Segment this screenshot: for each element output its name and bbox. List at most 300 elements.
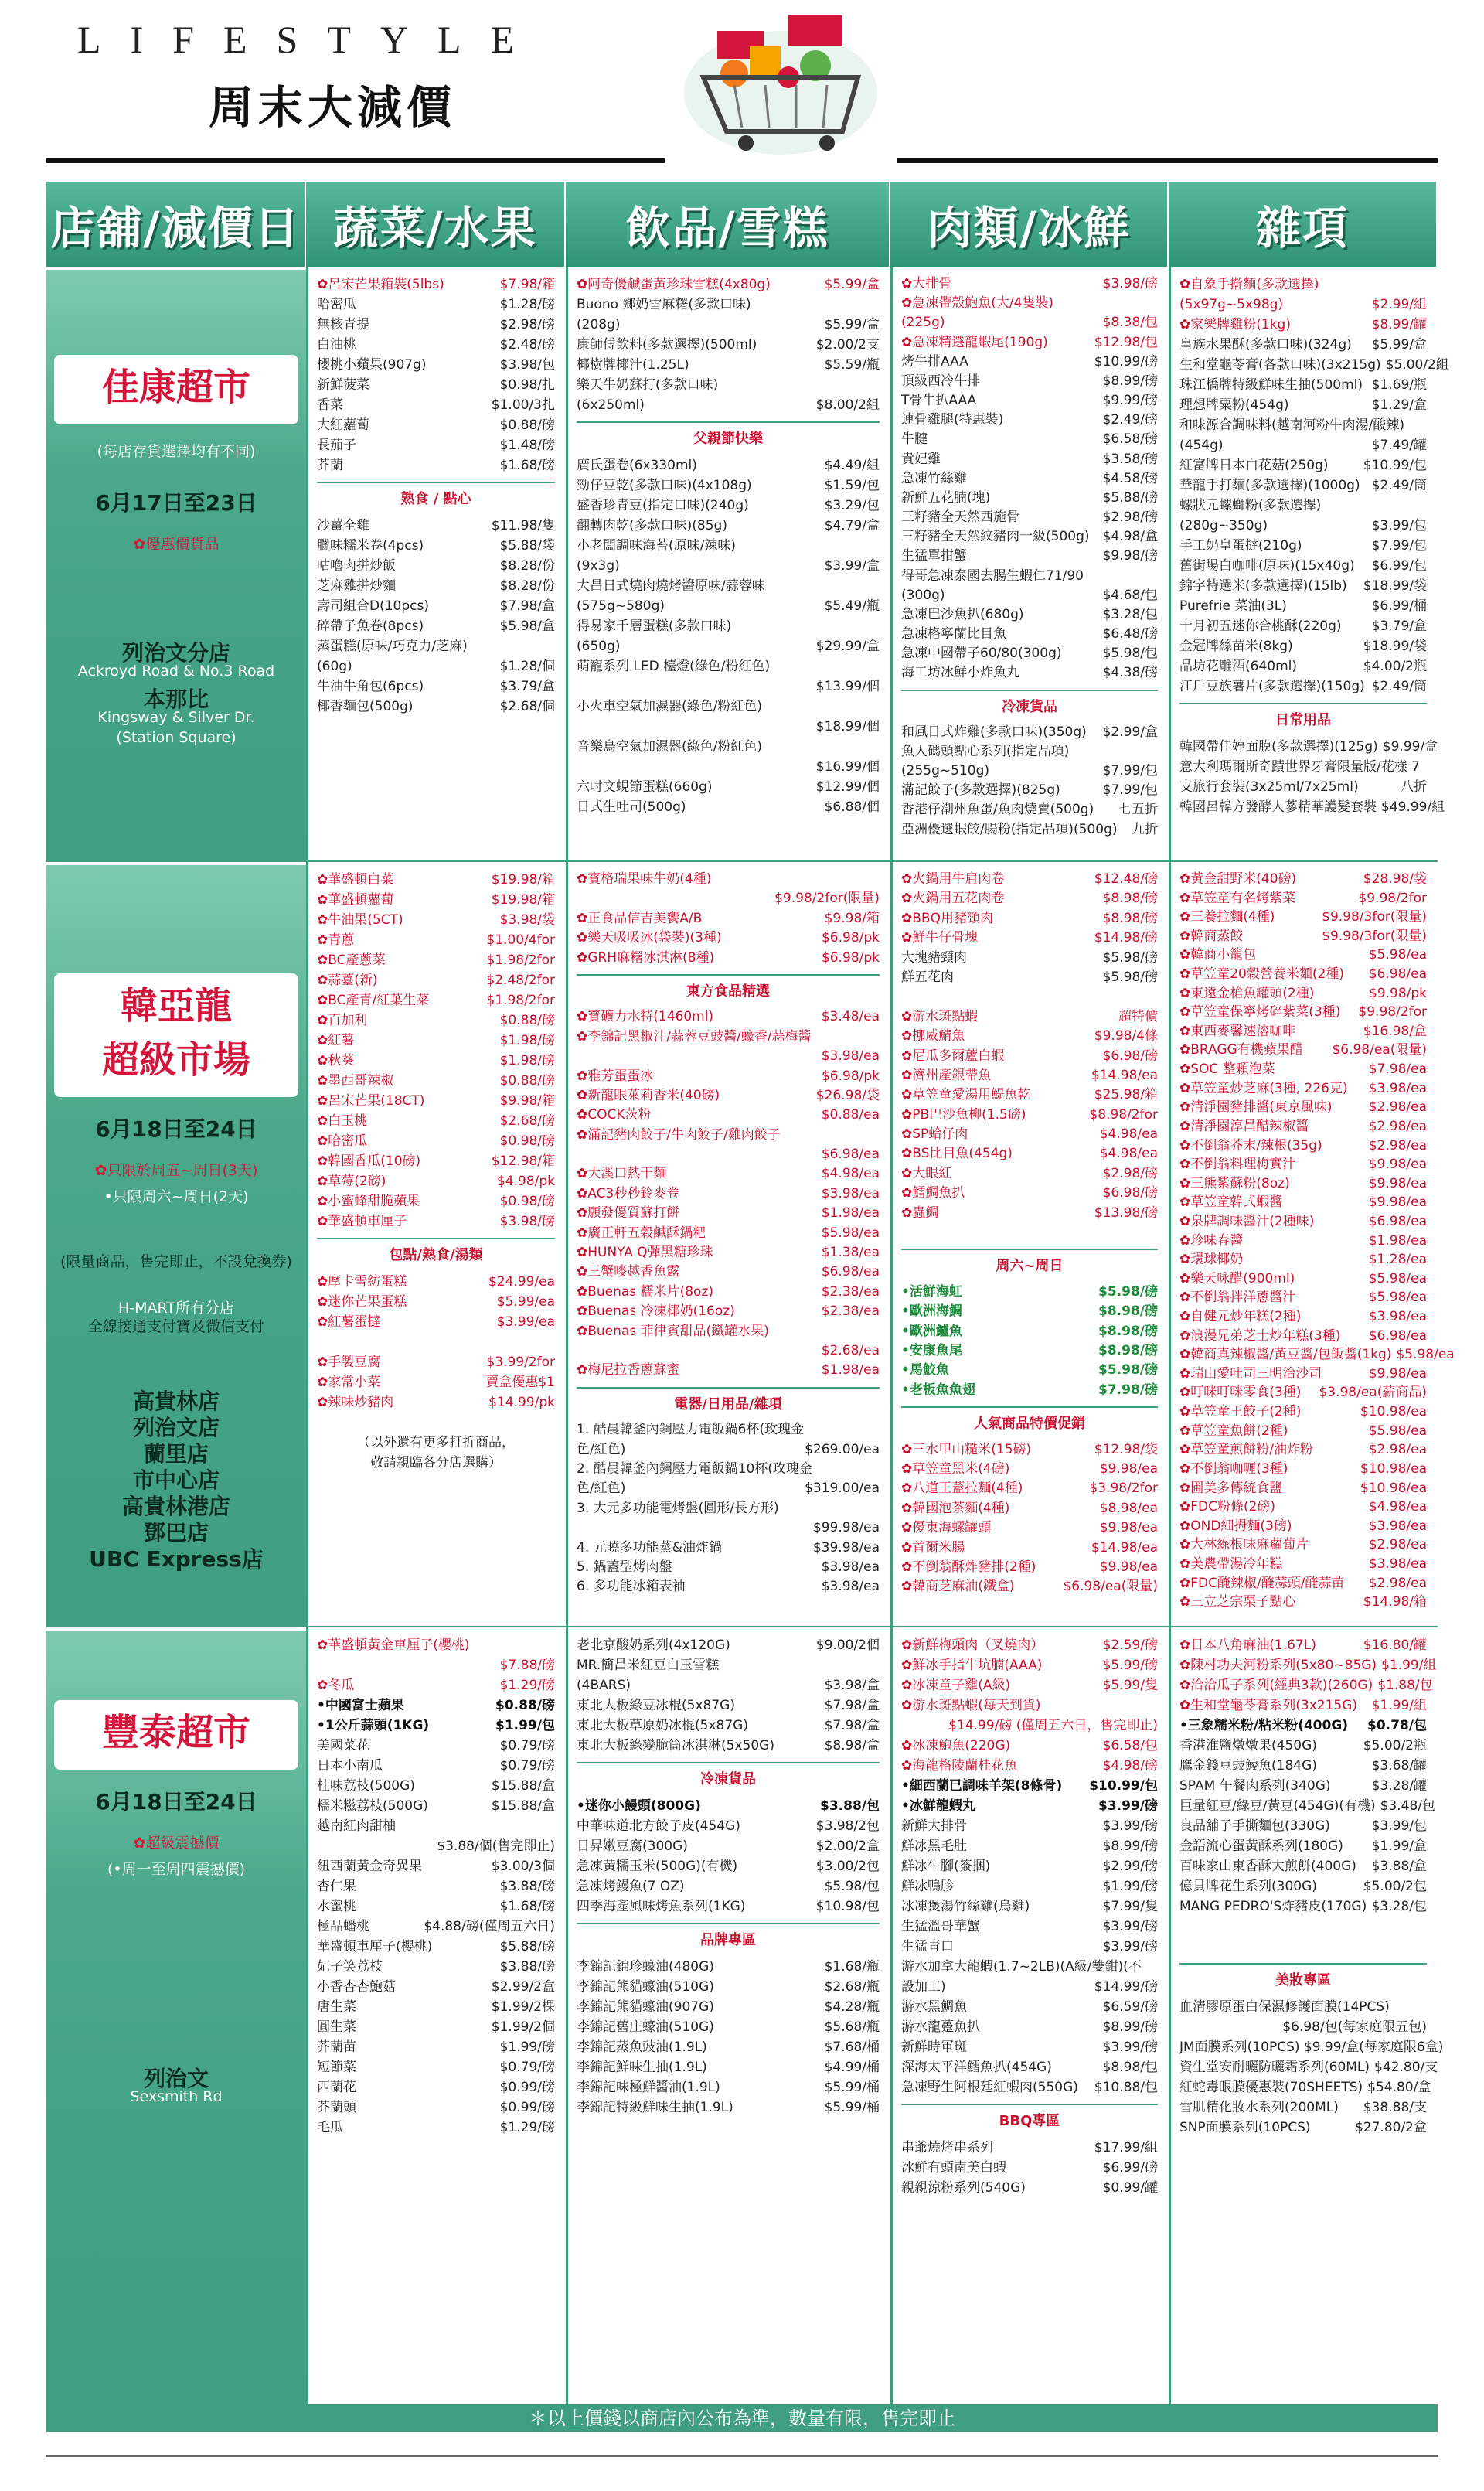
list-item <box>1179 797 1445 817</box>
item-price: $3.98/ea <box>1368 1556 1427 1572</box>
item-name: ✿瑞山愛吐司三明治沙司 <box>1179 1365 1322 1382</box>
item-name: ✿三熊紫蘇粉(8oz) <box>1179 1175 1290 1191</box>
list-item <box>317 990 555 1010</box>
item-price: $1.99/盒 <box>1371 1838 1427 1854</box>
item-price: $6.98/pk <box>821 930 880 946</box>
item-name: 美國菜花 <box>317 1738 369 1753</box>
item-price: $5.99/盒 <box>1371 337 1427 353</box>
item-name: ✿草笠童韓式蝦醬 <box>1179 1194 1283 1211</box>
item-price: $3.58/磅 <box>1102 451 1158 467</box>
list-item <box>1179 2118 1427 2138</box>
item-price: $2.48/2for <box>486 973 555 988</box>
item-price: $1.68/瓶 <box>824 1959 880 1975</box>
list-item <box>1179 2037 1444 2057</box>
item-price: $8.98/磅 <box>1098 1342 1158 1358</box>
item-name: ✿清淨園淳昌醋辣椒醬 <box>1179 1118 1309 1134</box>
item-name: 連骨雞腿(特惠裝) <box>901 412 1004 428</box>
section-heading: 冷凍貨品 <box>901 690 1158 717</box>
list-item <box>317 375 555 395</box>
section-heading: 包點/熟食/湯類 <box>317 1238 555 1266</box>
item-name: ✿大林綠根味麻蘿蔔片 <box>1179 1537 1309 1553</box>
item-price: $38.88/支 <box>1363 2100 1427 2115</box>
list-item <box>901 1896 1158 1917</box>
item-price: $3.99/包 <box>1371 1818 1427 1834</box>
list-item <box>901 527 1158 547</box>
item-price: $5.98/盒 <box>499 618 555 634</box>
item-price: $2.98/ea <box>1368 1537 1427 1553</box>
branch-name: 市中心店 <box>132 1467 220 1493</box>
item-name: ✿洽洽瓜子系列(經典3款)(260G) <box>1179 1678 1373 1693</box>
item-name: (208g) <box>577 317 621 332</box>
item-name: 蒸蛋糕(原味/巧克力/芝麻) <box>317 639 468 654</box>
item-price: $7.99/包 <box>1371 538 1427 554</box>
item-name: 意大利瑪爾斯奇蹟世界牙膏限量版/花樣 7 <box>1179 759 1420 775</box>
list-item <box>1179 1440 1427 1460</box>
item-name: ✿草笠童愛湯用鯷魚乾 <box>901 1087 1031 1103</box>
item-price: $4.99/桶 <box>824 2060 880 2075</box>
item-price: $8.28/份 <box>499 578 555 594</box>
item-price: $8.99/磅 <box>1102 1838 1158 1854</box>
item-name: 極品蟠桃 <box>317 1919 369 1934</box>
list-item <box>1179 1460 1427 1479</box>
item-price: $6.88/個 <box>824 799 880 815</box>
list-item <box>317 1091 555 1111</box>
list-item <box>577 1204 880 1223</box>
list-item <box>1179 1022 1427 1041</box>
list-item <box>317 1211 555 1232</box>
item-price: $4.98/pk <box>496 1174 555 1189</box>
list-item <box>1179 1498 1427 1517</box>
item-name: 韓國呂韓方發酵人蔘精華護髮套裝 <box>1179 799 1377 815</box>
list-item <box>901 1577 1158 1596</box>
branch-name: Kingsway & Silver Dr. <box>97 709 255 726</box>
item-name: 碎帶子魚卷(8pcs) <box>317 618 424 634</box>
item-name: ✿迷你芒果蛋糕 <box>317 1294 407 1310</box>
list-item <box>317 556 555 576</box>
item-name: 六吋文蜆節蛋糕(660g) <box>577 779 713 795</box>
list-item <box>1179 1041 1427 1060</box>
list-item <box>1179 375 1427 395</box>
list-item <box>317 1412 555 1433</box>
list-item <box>1179 1776 1427 1796</box>
page-title: 周末大減價 <box>209 81 457 134</box>
list-item <box>577 1086 880 1106</box>
item-name: 串爺燒烤串系列 <box>901 2140 993 2155</box>
item-price: $9.98/ea <box>1368 1157 1427 1173</box>
item-price: $8.00/2組 <box>815 397 880 413</box>
store-name: 豐泰超市 <box>101 1711 250 1754</box>
item-name: ✿FDC粉條(2磅) <box>1179 1499 1276 1515</box>
item-price: $10.98/ea <box>1360 1460 1427 1477</box>
item-name: ✿生和堂龜苓膏系列(3x215G) <box>1179 1698 1358 1713</box>
list-item <box>1179 1174 1427 1194</box>
item-name: 得易家千層蛋糕(多款口味) <box>577 618 732 634</box>
item-price: $7.98/盒 <box>499 598 555 614</box>
list-item <box>577 1047 880 1066</box>
item-price: $2.49/磅 <box>1102 412 1158 428</box>
list-item <box>577 757 880 777</box>
list-item <box>577 274 880 295</box>
item-name: ✿鮮牛仔骨塊 <box>901 930 979 946</box>
list-item <box>317 1151 555 1171</box>
item-price: $4.88/磅(僅周五六日) <box>424 1919 555 1934</box>
item-price: $3.98/磅 <box>1102 276 1158 291</box>
item-price: $1.68/磅 <box>499 458 555 473</box>
item-name: •細西蘭已調味羊架(8條骨) <box>901 1778 1063 1794</box>
item-name: 翻轉肉乾(多款口味)(85g) <box>577 518 727 533</box>
item-price: $4.98/ea <box>821 1166 880 1182</box>
list-item <box>901 1460 1158 1479</box>
item-name: ✿珍味春醬 <box>1179 1232 1244 1249</box>
list-item <box>1179 1060 1427 1079</box>
item-name: 四季海產風味烤魚系列(1KG) <box>577 1899 746 1914</box>
item-price: $1.99/組 <box>1381 1658 1437 1673</box>
item-price: $4.98/ea <box>1099 1126 1158 1143</box>
item-name: T骨牛扒AAA <box>901 393 977 409</box>
price-list-drink <box>577 1635 880 2397</box>
item-price: $9.99/磅 <box>1102 393 1158 409</box>
list-item <box>317 1051 555 1071</box>
header-meat <box>890 182 1169 267</box>
list-item <box>577 1302 880 1321</box>
item-price: $3.88/磅 <box>499 1879 555 1894</box>
item-name: 冰鮮有頭南美白蝦 <box>901 2160 1006 2176</box>
list-item <box>317 1997 555 2017</box>
item-price: $6.98/包(每家庭限五包) <box>1282 2019 1427 2035</box>
item-name: 香港仔潮州魚蛋/魚肉燒賣(500g) <box>901 802 1094 818</box>
item-name: 3. 大元多功能電烤盤(圓形/長方形) <box>577 1500 779 1516</box>
item-price: $9.00/2個 <box>815 1637 880 1653</box>
item-name: ✿廣正軒五穀鹹酥鍋粑 <box>577 1225 706 1241</box>
list-item <box>1179 2017 1427 2037</box>
item-price: $9.99/盒 <box>1382 739 1438 755</box>
item-name: 2. 酷晨韓釜內鋼壓力電飯鍋10杯(玫瑰金 <box>577 1460 812 1477</box>
item-name: ✿小蜜蜂甜脆蘋果 <box>317 1194 420 1209</box>
list-item <box>577 455 880 475</box>
list-item <box>577 1145 880 1164</box>
item-price: $8.98/磅 <box>1098 1323 1158 1339</box>
item-name: ✿陳村功夫河粉系列(5x80~85G) <box>1179 1658 1377 1673</box>
item-name: ✿秋葵 <box>317 1053 355 1068</box>
item-name: ✿草笠童炒芝麻(3種, 226克) <box>1179 1080 1348 1096</box>
item-price: $3.98/包 <box>499 357 555 373</box>
item-name: (454g) <box>1179 438 1224 453</box>
item-price: $1.99/包 <box>495 1718 555 1733</box>
list-item <box>1179 1479 1427 1498</box>
item-name: 椰樹牌椰汁(1.25L) <box>577 357 689 373</box>
list-item <box>901 1085 1158 1105</box>
list-item <box>1179 1756 1427 1776</box>
item-name: ✿三養拉麵(4種) <box>1179 909 1275 925</box>
list-item <box>901 372 1158 391</box>
list-item <box>577 949 880 968</box>
price-board <box>46 182 1455 2455</box>
item-name: ✿東西麥馨速溶咖啡 <box>1179 1023 1296 1039</box>
item-name: 臘味糯米卷(4pcs) <box>317 538 424 554</box>
list-item <box>1179 1383 1427 1402</box>
item-price: $3.99/盒 <box>824 558 880 574</box>
item-price: $8.98/包 <box>1102 2060 1158 2075</box>
list-item <box>577 1027 880 1047</box>
item-name: ✿三水甲山糙米(15磅) <box>901 1441 1032 1457</box>
item-price: $15.88/盒 <box>491 1778 555 1794</box>
item-name: ✿草笠童保寧烤碎紫菜(3種) <box>1179 1004 1341 1021</box>
list-item <box>901 1736 1158 1756</box>
item-name: ✿李錦記黑椒汁/蒜蓉豆豉醬/蠔香/蒜梅醬 <box>577 1028 812 1044</box>
list-item <box>1179 355 1449 375</box>
item-price: $5.99/隻 <box>1102 1678 1158 1693</box>
item-name: 圓生菜 <box>317 2019 356 2035</box>
list-item <box>317 335 555 355</box>
item-name: ✿新龍眼萊莉香米(40磅) <box>577 1087 720 1103</box>
item-name: ✿Buenas 菲律賓甜品(鐵罐水果) <box>577 1323 769 1339</box>
item-price: $16.99/個 <box>815 759 880 775</box>
item-price: $6.98/pk <box>821 949 880 966</box>
item-price: $5.99/盒 <box>824 277 880 292</box>
list-item <box>577 2037 880 2057</box>
item-price: $9.98/4條 <box>1094 1028 1158 1044</box>
item-name: 小香杏杏鮑菇 <box>317 1979 396 1995</box>
list-item <box>317 1332 555 1352</box>
item-price: $9.98/箱 <box>499 1093 555 1109</box>
list-item <box>901 1977 1158 1997</box>
branch-name: Sexsmith Rd <box>130 2088 223 2105</box>
item-name: 三籽豬全天然西施骨 <box>901 509 1019 526</box>
item-name: ✿草笠童王餃子(2種) <box>1179 1404 1302 1420</box>
item-price: $14.98/ea <box>1091 1067 1158 1083</box>
item-name: 生猛溫哥華蟹 <box>901 1919 980 1934</box>
item-price: $9.98/ea <box>1099 1460 1158 1477</box>
item-name: 皇族水果酥(多款口味)(324g) <box>1179 337 1352 353</box>
item-price: $5.68/瓶 <box>824 2019 880 2035</box>
item-name: 巨量紅豆/綠豆/黃豆(454G)(有機) <box>1179 1798 1376 1814</box>
item-price: $6.98/ea <box>1368 966 1427 983</box>
list-item <box>1179 1856 1427 1876</box>
item-name: 鷹金錢豆豉鯪魚(184G) <box>1179 1758 1317 1774</box>
item-price: $3.98/ea <box>821 1048 880 1065</box>
item-name: ✿家常小菜 <box>317 1375 381 1390</box>
list-item <box>901 274 1158 294</box>
item-price: $3.98/ea <box>821 1185 880 1201</box>
list-item <box>1179 1917 1427 1937</box>
list-item <box>577 1283 880 1302</box>
item-name: 李錦記蒸魚豉油(1.9L) <box>577 2039 707 2055</box>
item-price: $6.98/ea(限量) <box>1332 1042 1427 1058</box>
item-price: $2.49/筒 <box>1371 478 1427 493</box>
item-name: ✿鱈鯛魚扒 <box>901 1185 965 1201</box>
price-list-meat <box>901 870 1158 1620</box>
item-name: 白油桃 <box>317 337 356 353</box>
item-price: $9.98/2for <box>1358 890 1427 906</box>
list-item <box>1179 576 1427 596</box>
item-name: 華盛頓車厘子(櫻桃) <box>317 1939 433 1954</box>
item-name: ✿美農帶湯冷年糕 <box>1179 1556 1283 1572</box>
item-name: 紐西蘭黃金奇異果 <box>317 1859 422 1874</box>
item-name: SNP面膜系列(10PCS) <box>1179 2120 1311 2135</box>
header-vegetables <box>306 182 566 267</box>
list-item <box>901 1184 1158 1203</box>
item-name: ✿黃金甜野米(40磅) <box>1179 871 1297 887</box>
store-panel <box>46 862 306 1627</box>
list-item <box>317 1695 555 1716</box>
list-item <box>577 1499 880 1518</box>
list-item <box>577 2077 880 2097</box>
branch-name: UBC Express店 <box>89 1546 264 1572</box>
item-price: $3.98/2for <box>1089 1481 1158 1497</box>
list-item <box>901 1558 1158 1577</box>
section-heading: BBQ專區 <box>901 2104 1158 2131</box>
item-price: 八折 <box>1401 779 1427 795</box>
item-name: (6x250ml) <box>577 397 645 413</box>
list-item <box>577 1243 880 1263</box>
item-name: ✿白玉桃 <box>317 1113 368 1129</box>
item-price: $1.29/磅 <box>499 2120 555 2135</box>
list-item <box>577 1518 880 1538</box>
item-name: 大昌日式燒肉燒烤醬原味/蒜蓉味 <box>577 578 765 594</box>
item-name: Purefrie 菜油(3L) <box>1179 598 1287 614</box>
list-item <box>577 1558 880 1577</box>
item-price: $8.38/包 <box>1102 315 1158 331</box>
item-price: $5.59/瓶 <box>824 357 880 373</box>
item-price: 超特價 <box>1118 1008 1158 1024</box>
list-item <box>1179 946 1427 965</box>
list-item <box>317 274 555 295</box>
list-item <box>1179 1117 1427 1136</box>
list-item <box>317 2077 555 2097</box>
promo-dates: 6月18日至24日 <box>95 1116 257 1142</box>
item-name: ✿挪威鯖魚 <box>901 1028 965 1044</box>
list-item <box>317 636 555 656</box>
promo-badge-secondary: •只限周六~周日(2天) <box>104 1188 249 1205</box>
item-name: ✿日本八角麻油(1.67L) <box>1179 1637 1316 1653</box>
item-name: ✿東遠金槍魚罐頭(2種) <box>1179 985 1315 1001</box>
section-heading: 父親節快樂 <box>577 421 880 449</box>
item-price: $1.99/磅 <box>1102 1879 1158 1894</box>
item-price: $2.99/盒 <box>1102 724 1158 740</box>
item-name: ✿鮮冰手指牛坑腩(AAA) <box>901 1658 1043 1673</box>
item-price: $4.79/盒 <box>824 518 880 533</box>
item-name: 螺狀元螺螄粉(多款選擇) <box>1179 498 1322 513</box>
list-item <box>317 1836 555 1856</box>
item-price: $2.49/筒 <box>1371 679 1427 694</box>
item-name: •1公斤蒜頭(1KG) <box>317 1718 430 1733</box>
item-name: ✿梅尼拉香蔥蘇蜜 <box>577 1362 680 1378</box>
list-item <box>901 450 1158 469</box>
list-item <box>317 697 555 717</box>
list-item <box>1179 475 1427 496</box>
list-item <box>901 1322 1158 1341</box>
item-name: ✿優東海螺罐頭 <box>901 1520 992 1536</box>
list-item <box>901 294 1158 313</box>
list-item <box>901 333 1158 353</box>
item-price: $6.98/pk <box>821 1068 880 1084</box>
item-price: $9.98/箱 <box>824 910 880 926</box>
item-price: $3.28/包 <box>1371 1899 1427 1914</box>
item-name: 魚人碼頭點心系列(指定品項) <box>901 743 1070 759</box>
item-name: MANG PEDRO'S炸豬皮(170G) <box>1179 1899 1367 1914</box>
list-item <box>577 355 880 375</box>
item-name: ✿三立芝宗栗子點心 <box>1179 1594 1296 1610</box>
section-heading: 周六~周日 <box>901 1249 1158 1276</box>
list-item <box>577 636 880 656</box>
list-item <box>317 1031 555 1051</box>
item-price: $1.99/磅 <box>499 2039 555 2055</box>
list-item <box>1179 676 1427 697</box>
item-price: $26.98/袋 <box>815 1087 880 1103</box>
list-item <box>901 663 1158 683</box>
item-price: $3.98/ea <box>821 1559 880 1575</box>
item-price: $1.98/2for <box>486 952 555 968</box>
item-price: $2.68/個 <box>499 699 555 714</box>
list-item <box>1179 1796 1436 1816</box>
list-item <box>901 2158 1158 2178</box>
item-name: 李錦記熊貓蠔油(907G) <box>577 1999 714 2015</box>
item-price: $4.00/2瓶 <box>1363 659 1427 674</box>
item-name: 芝麻雞拼炒麵 <box>317 578 396 594</box>
list-item <box>317 1856 555 1876</box>
list-item <box>577 1695 880 1716</box>
price-list-veg <box>317 274 555 854</box>
item-name: 盛香珍青豆(指定口味)(240g) <box>577 498 749 513</box>
list-item <box>1179 927 1427 946</box>
item-price: $0.88/ea <box>821 1107 880 1123</box>
item-name: 急凍野生阿根廷紅蝦肉(550G) <box>901 2080 1078 2095</box>
branch-name: 列治文分店 <box>121 640 230 666</box>
item-price: $1.88/包 <box>1377 1678 1433 1693</box>
item-price: $5.98/ea <box>1368 1270 1427 1286</box>
list-item <box>577 1997 880 2017</box>
item-name: ✿華盛頓蘿蔔 <box>317 892 394 908</box>
item-price: $6.98/ea <box>821 1147 880 1163</box>
list-item <box>317 1372 555 1392</box>
item-price: $3.99/磅 <box>1102 2039 1158 2055</box>
item-name: （以外還有更多打折商品， <box>357 1435 515 1450</box>
list-item <box>317 970 555 990</box>
item-name: ✿草笠童黑米(4磅) <box>901 1460 1010 1477</box>
store-panel <box>46 1627 306 2404</box>
item-name: ✿牛油果(5CT) <box>317 912 403 928</box>
item-price: $0.98/扎 <box>499 377 555 393</box>
item-name: 億貝牌花生系列(300G) <box>1179 1879 1317 1894</box>
item-price: $15.88/盒 <box>491 1798 555 1814</box>
item-name: 西蘭花 <box>317 2080 356 2095</box>
list-item <box>317 2118 555 2138</box>
list-item <box>1179 2057 1438 2077</box>
item-name: (650g) <box>577 639 621 654</box>
item-price: $16.98/盒 <box>1363 1023 1427 1039</box>
item-name: ✿新鮮梅頭肉（叉燒肉） <box>901 1637 1044 1653</box>
item-price: $2.98/磅 <box>499 317 555 332</box>
item-name: 鮮冰牛腳(簽捆) <box>901 1859 991 1874</box>
list-item <box>577 1896 880 1917</box>
list-item <box>577 1164 880 1184</box>
item-name: ✿濟州產銀帶魚 <box>901 1067 992 1083</box>
header-misc <box>1169 182 1438 267</box>
item-price: $5.00/2組 <box>1385 357 1449 373</box>
list-item <box>577 1675 880 1695</box>
item-price: $12.98/袋 <box>1094 1441 1158 1457</box>
item-name: 李錦記熊貓蠔油(510G) <box>577 1979 714 1995</box>
item-price: $9.98/磅 <box>1102 548 1158 564</box>
item-name: •歐洲鱸魚 <box>901 1323 962 1339</box>
list-item <box>1179 1098 1427 1117</box>
item-price: $14.99/磅 <box>1094 1979 1158 1995</box>
item-name: ✿韓商蒸餃 <box>1179 928 1244 944</box>
item-price: $6.98/磅 <box>1102 1048 1158 1064</box>
list-item <box>317 1392 555 1412</box>
item-price: $3.48/ea <box>821 1009 880 1025</box>
item-price: $3.98/ea <box>1368 1518 1427 1534</box>
